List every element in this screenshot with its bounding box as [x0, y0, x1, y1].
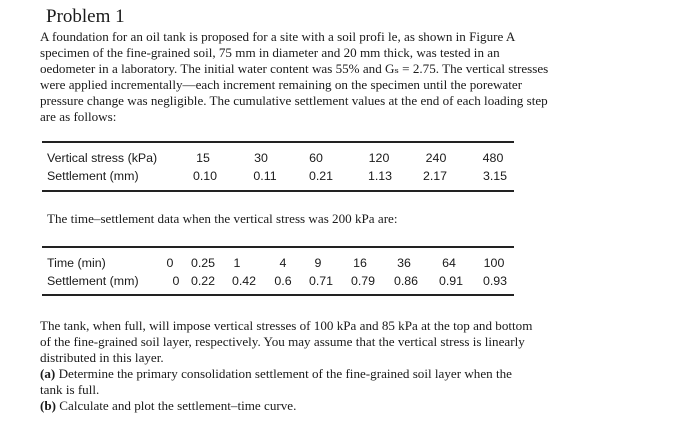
- settlement-row-label: Settlement (mm): [47, 274, 139, 288]
- outro-line: of the fine-grained soil layer, respectively. You may assume that the vertical stress is linearly: [40, 334, 525, 350]
- table-cell: 4: [279, 256, 287, 270]
- problem-intro: [40, 29, 600, 125]
- settlement-row-label: Settlement (mm): [47, 169, 139, 183]
- table-top-rule: [42, 246, 514, 248]
- table-cell: 0.93: [482, 274, 508, 288]
- outro-line: The tank, when full, will impose vertical stresses of 100 kPa and 85 kPa at the top and bottom: [40, 318, 533, 333]
- table-cell: 0.91: [438, 274, 464, 288]
- table-cell: 240: [425, 151, 447, 165]
- table-cell: 60: [309, 151, 323, 165]
- table-cell: 16: [353, 256, 367, 270]
- table-cell: 15: [196, 151, 210, 165]
- table-cell: 0.22: [190, 274, 216, 288]
- table-bottom-rule: [42, 190, 514, 192]
- table-cell: 0.11: [253, 169, 277, 183]
- table-cell: 100: [483, 256, 505, 270]
- table-bottom-rule: [42, 294, 514, 296]
- part-a-continuation: tank is full.: [40, 382, 100, 398]
- table-cell: 1: [233, 256, 241, 270]
- problem-conditions: [40, 318, 600, 415]
- table-cell: 3.15: [482, 169, 508, 183]
- table-cell: 1.13: [367, 169, 393, 183]
- part-b-text: Calculate and plot the settlement–time curve.: [59, 398, 297, 414]
- intro-line: oedometer in a laboratory. The initial water content was 55% and Gₛ = 2.75. The vertical stresses: [40, 61, 549, 76]
- table-cell: 0: [172, 274, 180, 288]
- table-cell: 0.79: [350, 274, 376, 288]
- part-a: [40, 366, 600, 382]
- time-row-label: Time (min): [47, 256, 106, 270]
- stress-row-label: Vertical stress (kPa): [47, 151, 158, 165]
- part-b-label: (b): [40, 398, 57, 414]
- table-cell: 2.17: [422, 169, 448, 183]
- table-cell: 30: [254, 151, 268, 165]
- table-cell: 9: [314, 256, 322, 270]
- table-cell: 64: [442, 256, 456, 270]
- table-cell: 0.42: [231, 274, 257, 288]
- table-cell: 0.10: [192, 169, 218, 183]
- part-a-label: (a): [40, 366, 56, 382]
- part-a-text: Determine the primary consolidation settlement of the fine-grained soil layer when the: [58, 366, 512, 382]
- table-cell: 0: [166, 256, 174, 270]
- problem-title: Problem 1: [46, 6, 125, 27]
- intro-line: were applied incrementally—each increment remaining on the specimen until the porewater: [40, 77, 523, 92]
- outro-line: distributed in this layer.: [40, 350, 164, 366]
- table-cell: 36: [397, 256, 411, 270]
- table-cell: 0.71: [308, 274, 334, 288]
- table-top-rule: [42, 141, 514, 143]
- intro-line: specimen of the fine-grained soil, 75 mm in diameter and 20 mm thick, was tested in an: [40, 45, 500, 60]
- table-cell: 0.25: [190, 256, 216, 270]
- table-cell: 0.21: [308, 169, 334, 183]
- part-b: [40, 398, 600, 414]
- intro-line: are as follows:: [40, 109, 117, 124]
- intro-line: A foundation for an oil tank is proposed for a site with a soil profi le, as shown in Figure A: [40, 29, 516, 44]
- table-cell: 0.6: [274, 274, 292, 288]
- time-table-caption: The time–settlement data when the vertical stress was 200 kPa are:: [47, 211, 398, 226]
- table-cell: 120: [368, 151, 390, 165]
- table-cell: 0.86: [393, 274, 419, 288]
- table-cell: 480: [482, 151, 504, 165]
- intro-line: pressure change was negligible. The cumulative settlement values at the end of each loading step: [40, 93, 548, 108]
